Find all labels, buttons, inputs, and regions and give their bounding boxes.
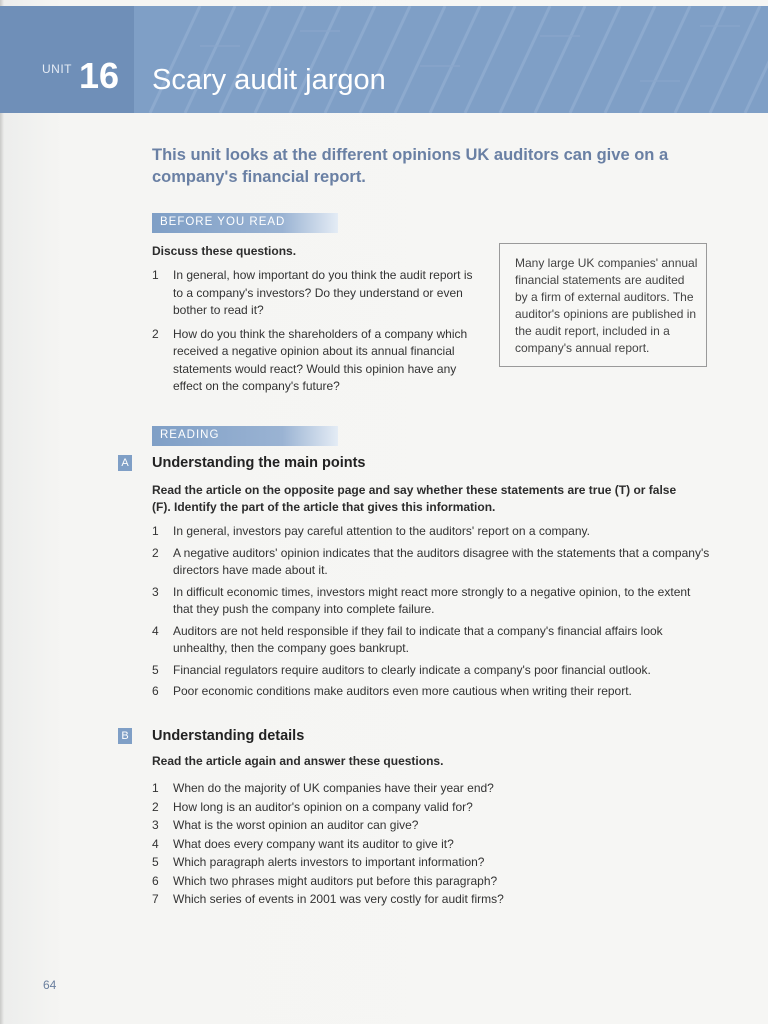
item-number: 1 — [152, 781, 159, 795]
item-number: 5 — [152, 855, 159, 869]
item-text: How long is an auditor's opinion on a company valid for? — [173, 799, 473, 814]
before-you-read-bar — [152, 213, 338, 233]
item-text: Which paragraph alerts investors to important information? — [173, 855, 485, 869]
true-false-statements — [152, 523, 712, 701]
item-number: 3 — [152, 584, 159, 599]
list-item — [152, 890, 712, 909]
info-note-text: Many large UK companies' annual financial statements are audited by a firm of external auditors. The auditor's opinions are published in the audit report, included in a company's annual report. — [515, 256, 698, 355]
item-number: 3 — [152, 818, 159, 832]
item-number: 6 — [152, 873, 159, 888]
list-item — [152, 326, 482, 396]
page-spine-shadow — [0, 0, 4, 1024]
reading-bar — [152, 426, 338, 446]
list-item — [152, 584, 712, 619]
item-text: Auditors are not held responsible if they fail to indicate that a company's financial affairs look unhealthy, then the company goes bankrupt. — [173, 623, 663, 655]
item-text: A negative auditors' opinion indicates that the auditors disagree with the statements that a company's directors have made about it. — [173, 545, 710, 577]
item-number: 5 — [152, 662, 159, 677]
item-number: 6 — [152, 684, 159, 698]
list-item — [152, 523, 712, 541]
item-text: How do you think the shareholders of a company which received a negative opinion about its annual financial statements would react? Would this opinion have any effect on the company's future? — [173, 326, 468, 393]
section-a-heading: Understanding the main points — [152, 455, 366, 471]
page-title: Scary audit jargon — [152, 64, 386, 96]
section-a-marker: A — [118, 455, 132, 471]
item-text: When do the majority of UK companies have their year end? — [173, 781, 494, 795]
discuss-instruction: Discuss these questions. — [152, 244, 297, 258]
before-you-read-label: BEFORE YOU READ — [160, 216, 286, 228]
item-text: Poor economic conditions make auditors even more cautious when writing their report. — [173, 684, 632, 698]
page-number: 64 — [43, 978, 57, 992]
reading-label: READING — [160, 429, 220, 441]
item-number: 7 — [152, 892, 159, 906]
item-number: 4 — [152, 623, 159, 638]
unit-label: UNIT — [42, 62, 72, 76]
item-text: Which series of events in 2001 was very costly for audit firms? — [173, 892, 504, 906]
unit-badge — [0, 6, 134, 113]
item-text: What is the worst opinion an auditor can give? — [173, 818, 419, 832]
discussion-questions — [152, 267, 482, 396]
detail-questions — [152, 779, 712, 909]
list-item — [152, 798, 712, 817]
unit-intro: This unit looks at the different opinions UK auditors can give on a company's financial report. — [152, 146, 669, 186]
item-text: Financial regulators require auditors to clearly indicate a company's poor financial outlook. — [173, 662, 651, 677]
list-item — [152, 683, 712, 701]
list-item — [152, 623, 712, 658]
item-number: 2 — [152, 799, 159, 814]
section-b-heading: Understanding details — [152, 728, 305, 744]
list-item — [152, 853, 712, 872]
list-item — [152, 816, 712, 835]
item-number: 1 — [152, 524, 159, 538]
item-text: In general, how important do you think the audit report is to a company's investors? Do they understand or even bother to read it? — [173, 268, 473, 317]
list-item — [152, 662, 712, 680]
item-text: Which two phrases might auditors put before this paragraph? — [173, 873, 498, 888]
list-item — [152, 872, 712, 891]
unit-number: 16 — [79, 55, 120, 96]
info-note-box — [499, 243, 707, 367]
section-a-instruction: Read the article on the opposite page and say whether these statements are true (T) or false (F). Identify the part of the article that gives this information. — [152, 483, 677, 514]
item-number: 2 — [152, 326, 159, 341]
list-item — [152, 779, 712, 798]
section-b-instruction: Read the article again and answer these questions. — [152, 754, 444, 768]
section-b-marker: B — [118, 728, 132, 744]
item-text: What does every company want its auditor to give it? — [173, 836, 454, 851]
list-item — [152, 835, 712, 854]
item-number: 1 — [152, 268, 159, 282]
unit-header-banner — [0, 6, 768, 113]
list-item — [152, 267, 482, 320]
item-text: In difficult economic times, investors might react more strongly to a negative opinion, to the extent that they push the company into complete failure. — [173, 584, 691, 616]
item-text: In general, investors pay careful attention to the auditors' report on a company. — [173, 524, 590, 538]
item-number: 4 — [152, 836, 159, 851]
list-item — [152, 545, 712, 580]
item-number: 2 — [152, 545, 159, 560]
